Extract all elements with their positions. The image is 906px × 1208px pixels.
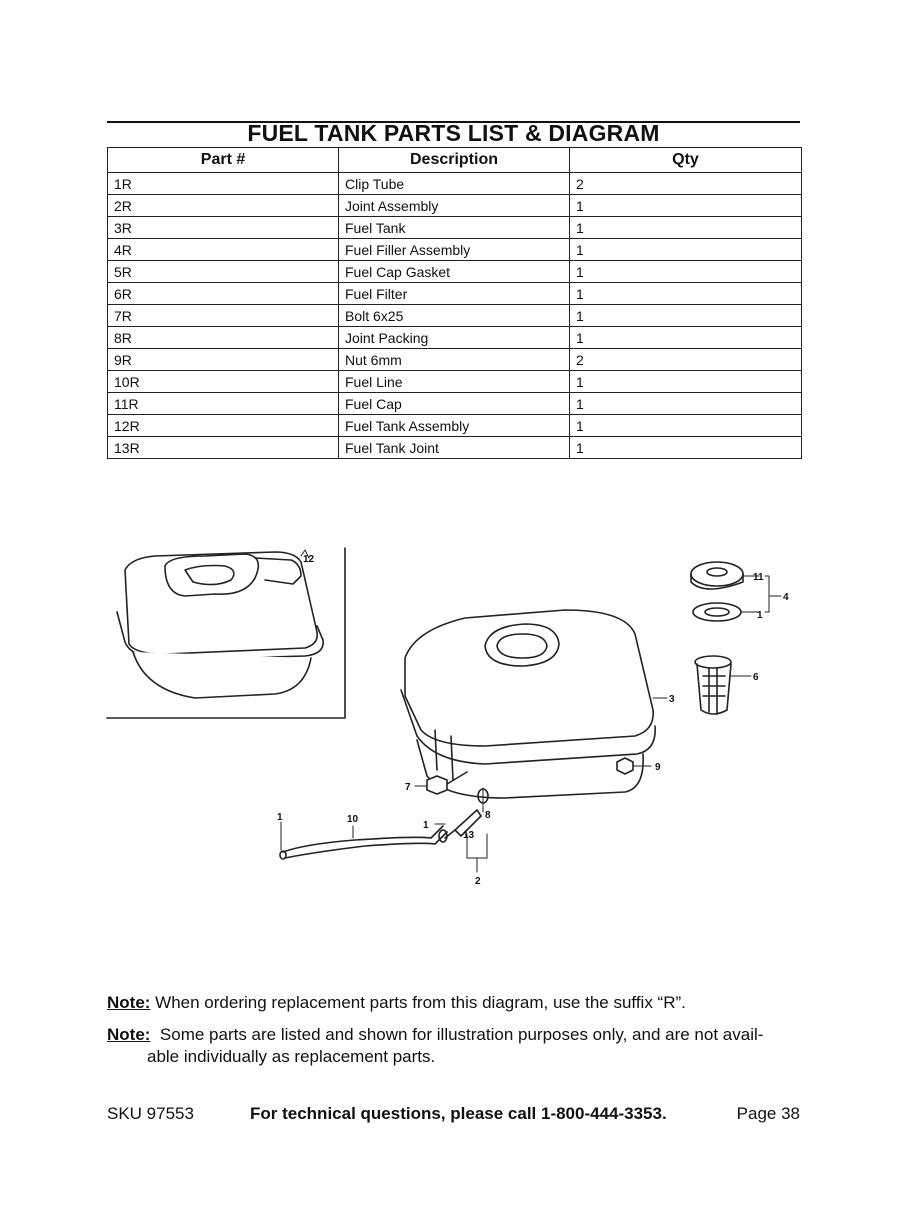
note-text-continued: able individually as replacement parts. — [147, 1047, 436, 1066]
callout-1c: 1 — [277, 812, 283, 823]
cell-qty: 1 — [570, 371, 802, 393]
cell-qty: 1 — [570, 393, 802, 415]
cell-part: 9R — [108, 349, 339, 371]
parts-table — [107, 147, 802, 459]
cell-description: Fuel Tank Joint — [339, 437, 570, 459]
cell-part: 5R — [108, 261, 339, 283]
note-availability — [107, 1024, 807, 1068]
callout-9: 9 — [655, 762, 661, 773]
table-row — [108, 283, 802, 305]
cell-qty: 1 — [570, 415, 802, 437]
header-part-number: Part # — [108, 148, 339, 173]
cell-description: Clip Tube — [339, 173, 570, 195]
cell-description: Fuel Cap Gasket — [339, 261, 570, 283]
fuel-cap-illustration — [691, 562, 743, 589]
cell-qty: 1 — [570, 305, 802, 327]
callout-11: 11 — [753, 572, 764, 583]
table-row — [108, 415, 802, 437]
callout-6: 6 — [753, 672, 759, 683]
callout-1: 1 — [757, 610, 763, 621]
note-text: When ordering replacement parts from this diagram, use the suffix “R”. — [150, 993, 686, 1012]
fuel-tank-diagram — [105, 540, 805, 900]
cell-part: 3R — [108, 217, 339, 239]
cell-description: Fuel Cap — [339, 393, 570, 415]
callout-4: 4 — [783, 592, 789, 603]
cell-description: Fuel Tank Assembly — [339, 415, 570, 437]
note-text: Some parts are listed and shown for illustration purposes only, and are not avail- — [150, 1025, 764, 1044]
header-description: Description — [339, 148, 570, 173]
table-row — [108, 173, 802, 195]
callout-13: 13 — [463, 830, 475, 841]
footer-tech-support: For technical questions, please call 1-800-444-3353. — [250, 1104, 667, 1123]
callout-2: 2 — [475, 876, 481, 887]
cell-part: 7R — [108, 305, 339, 327]
table-row — [108, 239, 802, 261]
cell-part: 8R — [108, 327, 339, 349]
cell-part: 10R — [108, 371, 339, 393]
table-row — [108, 371, 802, 393]
table-row — [108, 305, 802, 327]
callout-10: 10 — [347, 814, 359, 825]
cell-part: 6R — [108, 283, 339, 305]
bolt-illustration — [427, 772, 467, 794]
header-qty: Qty — [570, 148, 802, 173]
cell-description: Fuel Filter — [339, 283, 570, 305]
cell-description: Joint Packing — [339, 327, 570, 349]
cell-part: 11R — [108, 393, 339, 415]
cell-part: 12R — [108, 415, 339, 437]
note-suffix — [107, 992, 807, 1014]
callout-7: 7 — [405, 782, 411, 793]
cell-part: 2R — [108, 195, 339, 217]
cell-description: Fuel Line — [339, 371, 570, 393]
note-label: Note: — [107, 993, 151, 1012]
fuel-cap-gasket-illustration — [693, 603, 741, 621]
table-row — [108, 349, 802, 371]
cell-part: 1R — [108, 173, 339, 195]
callout-3: 3 — [669, 694, 675, 705]
cell-part: 4R — [108, 239, 339, 261]
note-label: Note: — [107, 1025, 151, 1044]
fuel-tank-joint-illustration — [439, 810, 481, 842]
cell-qty: 1 — [570, 217, 802, 239]
cell-part: 13R — [108, 437, 339, 459]
cell-qty: 1 — [570, 437, 802, 459]
nut-illustration — [617, 758, 633, 774]
cell-description: Joint Assembly — [339, 195, 570, 217]
cell-description: Bolt 6x25 — [339, 305, 570, 327]
footer-sku: SKU 97553 — [107, 1104, 194, 1123]
cell-description: Fuel Filler Assembly — [339, 239, 570, 261]
cell-description: Fuel Tank — [339, 217, 570, 239]
table-row — [108, 261, 802, 283]
fuel-line-illustration — [280, 826, 447, 859]
table-row — [108, 393, 802, 415]
cell-description: Nut 6mm — [339, 349, 570, 371]
fuel-filter-illustration — [695, 656, 731, 714]
table-row — [108, 217, 802, 239]
table-row — [108, 437, 802, 459]
callout-1b: 1 — [423, 820, 429, 831]
fuel-tank-assembly-illustration — [117, 552, 323, 698]
footer-page-number: Page 38 — [736, 1104, 800, 1123]
cell-qty: 1 — [570, 327, 802, 349]
table-header-row — [108, 148, 802, 173]
cell-qty: 2 — [570, 349, 802, 371]
cell-qty: 1 — [570, 283, 802, 305]
cell-qty: 1 — [570, 239, 802, 261]
table-row — [108, 195, 802, 217]
cell-qty: 2 — [570, 173, 802, 195]
table-row — [108, 327, 802, 349]
cell-qty: 1 — [570, 195, 802, 217]
cell-qty: 1 — [570, 261, 802, 283]
page-title: FUEL TANK PARTS LIST & DIAGRAM — [247, 120, 660, 146]
callout-12: 12 — [303, 554, 315, 565]
callout-8: 8 — [485, 810, 491, 821]
